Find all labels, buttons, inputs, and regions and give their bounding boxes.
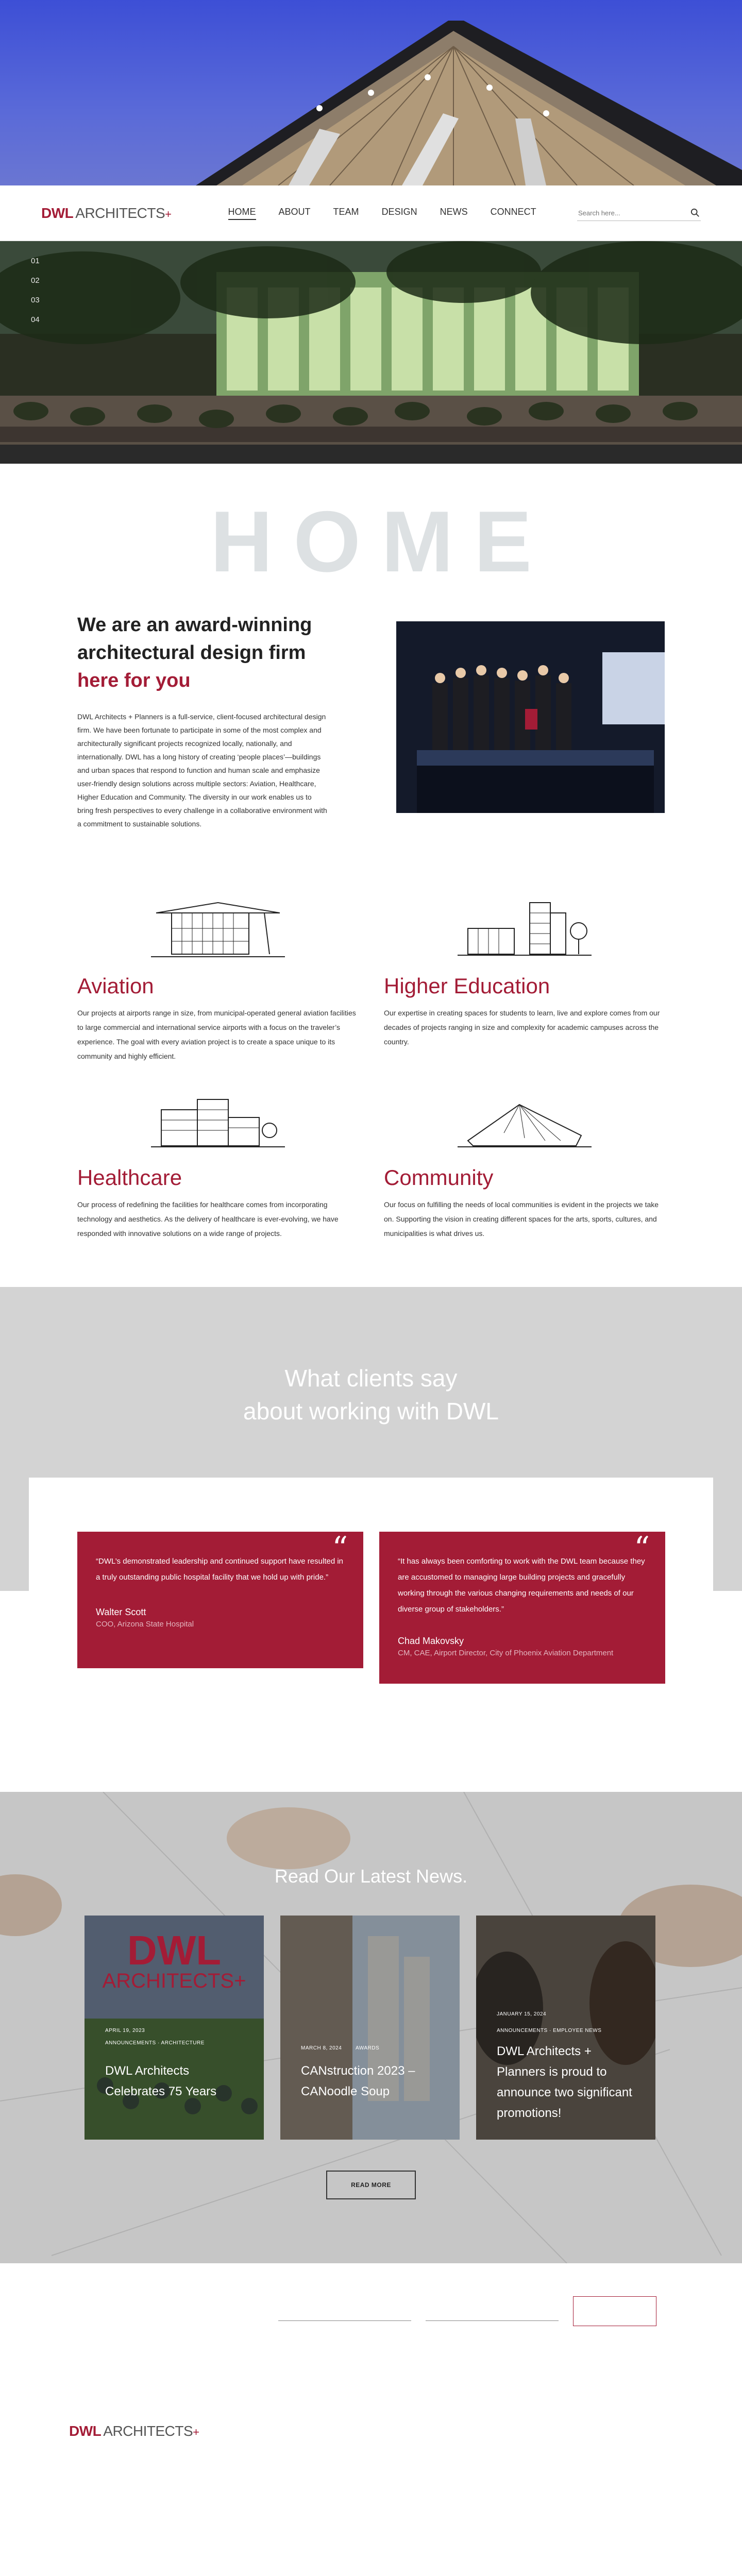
form-submit-button[interactable] [573, 2296, 656, 2326]
sector-aviation [77, 897, 358, 1063]
news-tags: ANNOUNCEMENTS · ARCHITECTURE [105, 2040, 205, 2046]
logo-plus: + [193, 2426, 199, 2438]
sector-title-healthcare: Healthcare [77, 1165, 182, 1190]
sector-text-higher-education: Our expertise in creating spaces for students to learn, live and explore comes from our decades of projects ranging in size and complexity for academic campuses across the country. [384, 1009, 660, 1046]
site-logo[interactable] [41, 205, 172, 222]
slide-dot-2[interactable]: 02 [31, 276, 40, 285]
logo-dwl: DWL [69, 2423, 102, 2439]
site-header [0, 185, 742, 241]
slide-dot-4[interactable]: 04 [31, 315, 40, 324]
news-section [0, 1792, 742, 2263]
slide-counter [31, 251, 40, 330]
testimonial-name: Chad Makovsky [398, 1636, 464, 1646]
intro-section [0, 611, 742, 831]
footer-logo[interactable] [69, 2423, 199, 2439]
news-date: MARCH 8, 2024 [301, 2045, 342, 2051]
nav-connect[interactable]: CONNECT [490, 206, 536, 217]
testimonials-heading [0, 1362, 742, 1428]
testimonials-heading-line1: What clients say [284, 1365, 458, 1392]
intro-body: DWL Architects + Planners is a full-service, client-focused architectural design firm. We have been fortunate to participate in some of the most complex and architecturally significant projects recognized locally, nationally, and internationally. DWL has a long history of creating ‘people places’—buildings and urban spaces that respond to function and human scale and emphasize user-friendly design solutions across multiple sectors: Aviation, Healthcare, Higher Education and Community. The diversity in our work enables us to bring fresh perspectives to every challenge in a collaborative environment with a commitment to sustainable solutions. [77, 713, 327, 828]
campus-illustration-icon [384, 897, 665, 970]
hospital-illustration-icon [77, 1089, 358, 1161]
news-tags: AWARDS [356, 2045, 380, 2051]
sector-title-community: Community [384, 1165, 494, 1190]
news-title[interactable]: DWL Architects Celebrates 75 Years [105, 2064, 217, 2098]
nav-team[interactable]: TEAM [333, 206, 359, 217]
search-box [577, 205, 701, 221]
sector-text-healthcare: Our process of redefining the facilities for healthcare comes from incorporating technology and aesthetics. As the delivery of healthcare is ever-evolving, we have responded with innovative solutions on a wide range of projects. [77, 1200, 339, 1238]
sector-title-aviation: Aviation [77, 974, 154, 998]
slide-dot-1[interactable]: 01 [31, 257, 40, 265]
logo-plus: + [165, 207, 172, 221]
news-card[interactable] [476, 1916, 655, 2140]
quote-icon: “ [332, 1530, 348, 1566]
intro-heading-accent: here for you [77, 670, 191, 691]
airport-illustration-icon [77, 897, 358, 970]
sector-title-higher-education: Higher Education [384, 974, 550, 998]
svg-text:DWL: DWL [127, 1927, 222, 1973]
footer [0, 2346, 742, 2576]
testimonials-heading-line2: about working with DWL [243, 1398, 499, 1425]
nav-home[interactable]: HOME [228, 207, 256, 220]
news-heading: Read Our Latest News. [274, 1866, 468, 1887]
intro-heading-line1: We are an award-winning [77, 614, 312, 636]
news-title[interactable]: CANstruction 2023 – CANoodle Soup [301, 2064, 415, 2098]
form-field-2[interactable] [426, 2320, 559, 2321]
hero-slider [0, 241, 742, 464]
search-icon[interactable] [690, 208, 700, 217]
news-date: APRIL 19, 2023 [105, 2028, 145, 2033]
sector-community [384, 1089, 665, 1241]
svg-text:ARCHITECTS+: ARCHITECTS+ [102, 1970, 246, 1992]
form-field-1[interactable] [278, 2320, 411, 2321]
search-input[interactable] [578, 209, 690, 217]
intro-text [77, 611, 329, 831]
testimonial-card [77, 1532, 363, 1668]
testimonials-box [29, 1478, 713, 1761]
news-card[interactable] [280, 1916, 460, 2140]
nav-design[interactable]: DESIGN [381, 206, 417, 217]
logo-dwl: DWL [41, 205, 74, 221]
award-photo [396, 621, 665, 813]
testimonial-name: Walter Scott [96, 1607, 146, 1617]
sector-healthcare [77, 1089, 358, 1241]
testimonial-role: CM, CAE, Airport Director, City of Phoenix Aviation Department [398, 1649, 614, 1657]
news-date: JANUARY 15, 2024 [497, 2011, 547, 2017]
hero-image-roof [0, 0, 742, 185]
read-more-button[interactable]: READ MORE [326, 2171, 416, 2199]
nav-about[interactable]: ABOUT [278, 206, 311, 217]
intro-heading-line2: architectural design firm [77, 642, 306, 664]
testimonial-card [379, 1532, 665, 1684]
main-nav [228, 207, 536, 220]
news-title[interactable]: DWL Architects + Planners is proud to announce two significant promotions! [497, 2044, 632, 2120]
testimonials-section [0, 1287, 742, 1761]
home-title: HOME [210, 493, 552, 590]
news-card[interactable] [85, 1916, 264, 2140]
sector-higher-education [384, 897, 665, 1063]
logo-architects: ARCHITECTS [75, 205, 165, 221]
testimonial-role: COO, Arizona State Hospital [96, 1620, 194, 1629]
sector-text-aviation: Our projects at airports range in size, from municipal-operated general aviation facilities to large commercial and international service airports with a focus on the traveler’s experience. The goal with every aviation project is to create a space unique to its community and highly efficient. [77, 1009, 356, 1060]
testimonial-quote: “It has always been comforting to work with the DWL team because they are accustomed to managing large building projects and gracefully working through the various changing requirements and needs of our diverse group of stakeholders.” [398, 1557, 645, 1614]
logo-architects: ARCHITECTS [103, 2423, 193, 2439]
sectors-grid [0, 897, 742, 1266]
signup-form [0, 2263, 742, 2346]
news-tags: ANNOUNCEMENTS · EMPLOYEE NEWS [497, 2028, 602, 2033]
community-illustration-icon [384, 1089, 665, 1161]
nav-news[interactable]: NEWS [440, 206, 468, 217]
quote-icon: “ [634, 1530, 650, 1566]
sector-text-community: Our focus on fulfilling the needs of local communities is evident in the projects we take on. Supporting the vision in creating different spaces for the arts, sports, cultures, and municipalities is what drives us. [384, 1200, 659, 1238]
slider-image [0, 241, 742, 464]
slide-dot-3[interactable]: 03 [31, 296, 40, 304]
testimonial-quote: “DWL’s demonstrated leadership and continued support have resulted in a truly outstanding public hospital facility that we hold up with pride.” [96, 1557, 344, 1582]
